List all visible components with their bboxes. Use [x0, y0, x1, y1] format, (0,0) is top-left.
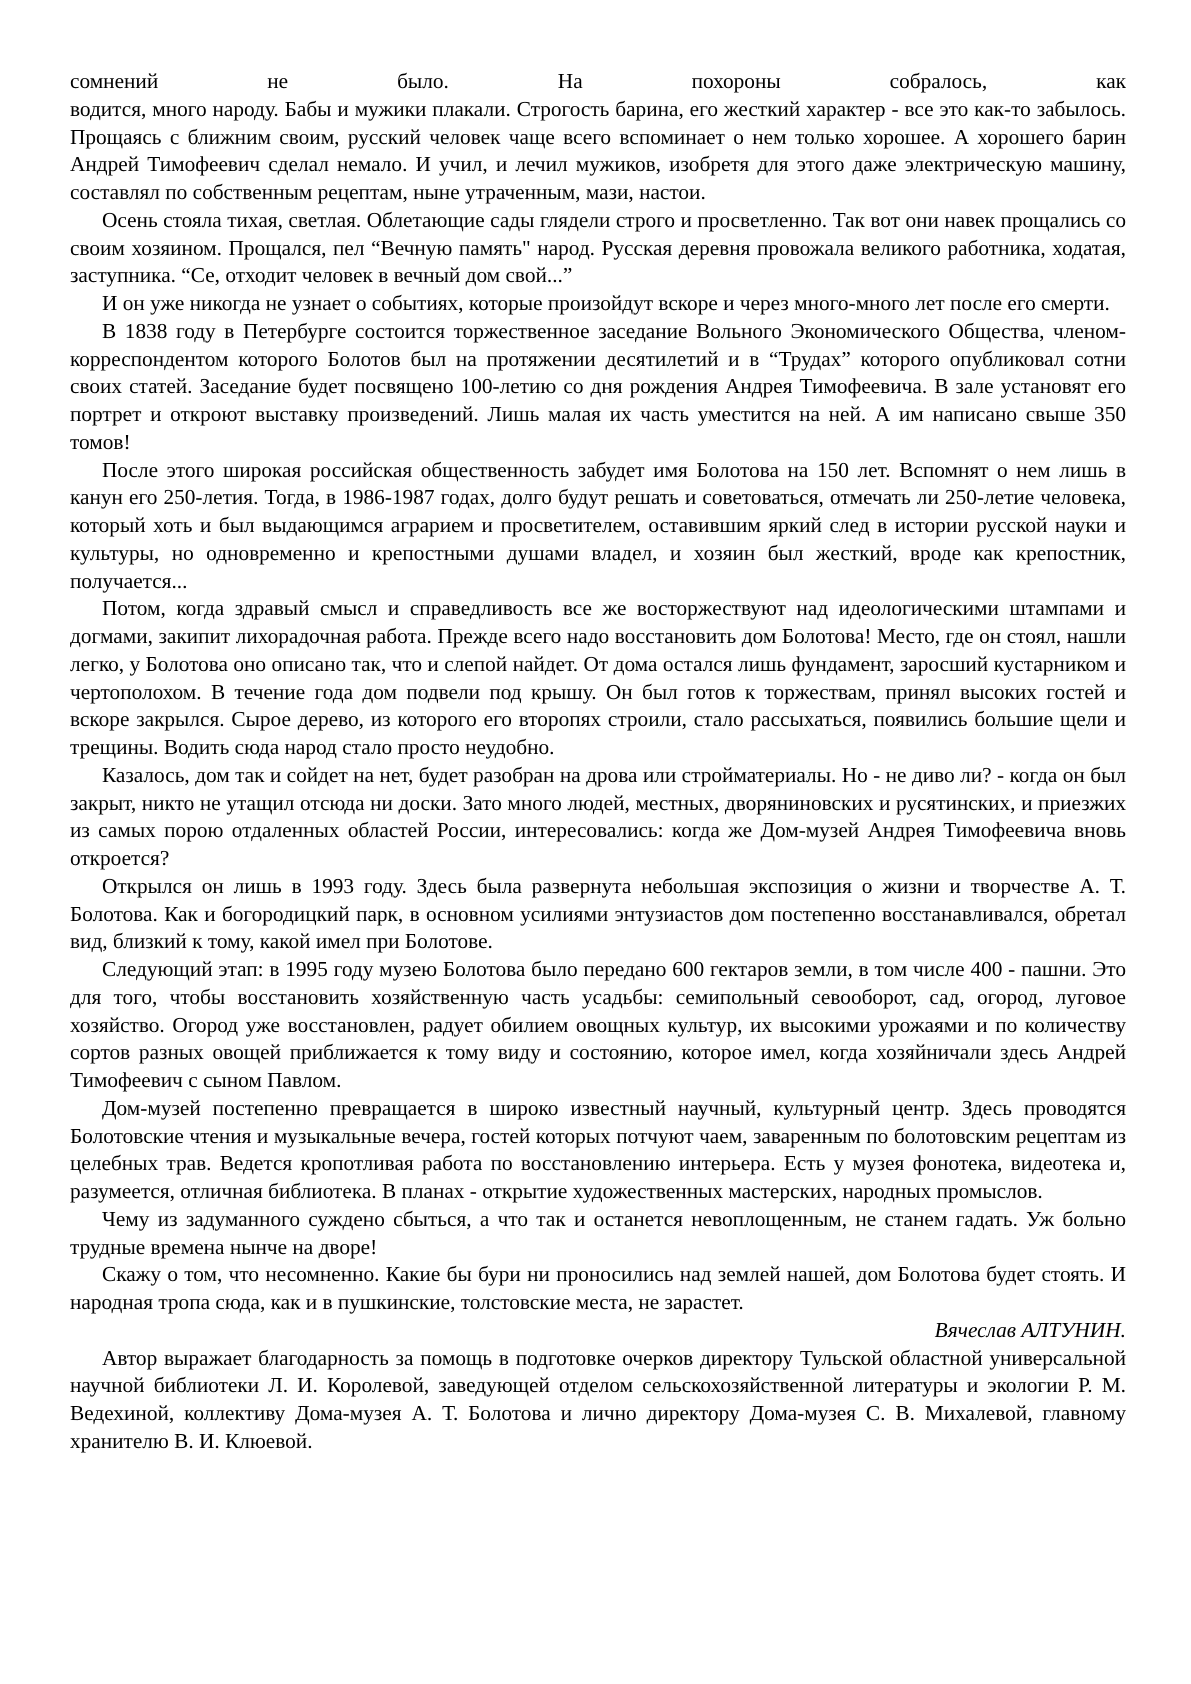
- paragraph-closed-house: Казалось, дом так и сойдет на нет, будет разобран на дрова или стройматериалы. Но - не диво ли? - когда он был закрыт, никто не утащил отсюда ни доски. Зато много людей, местных, дворяниновских и русятинских, и приезжих из самых порою отдаленных областей России, интересовались: когда же Дом-музей Андрея Тимофеевича вновь откроется?: [70, 762, 1126, 870]
- paragraph-never-know: И он уже никогда не узнает о событиях, которые произойдут вскоре и через много-много лет после его смерти.: [102, 291, 1110, 315]
- paragraph-museum-center: Дом-музей постепенно превращается в широко известный научный, культурный центр. Здесь проводятся Болотовские чтения и музыкальные вечера, гостей которых потчуют чаем, заваренным по болотовским рецептам из целебных трав. Ведется кропотливая работа по восстановлению интерьера. Есть у музея фонотека, видеотека и, разумеется, отличная библиотека. В планах - открытие художественных мастерских, народных промыслов.: [70, 1095, 1126, 1203]
- paragraph-1993: Открылся он лишь в 1993 году. Здесь была развернута небольшая экспозиция о жизни и творчестве А. Т. Болотова. Как и богородицкий парк, в основном усилиями энтузиастов дом постепенно восстанавливался, обретал вид, близкий к тому, какой имел при Болотове.: [70, 873, 1126, 954]
- paragraph-forgotten: После этого широкая российская общественность забудет имя Болотова на 150 лет. Вспомнят о нем лишь в канун его 250-летия. Тогда, в 1986-1987 годах, долго будут решать и советоваться, отмечать ли 250-летие человека, который хоть и был выдающимся аграрием и просветителем, оставившим яркий след в истории русской науки и культуры, но одновременно и крепостными душами владел, и хозяин был жесткий, вроде как крепостник, получается...: [70, 457, 1126, 593]
- acknowledgement: Автор выражает благодарность за помощь в подготовке очерков директору Тульской областной универсальной научной библиотеки Л. И. Королевой, заведующей отделом сельскохозяйственной литературы и экологии Р. М. Ведехиной, коллективу Дома-музея А. Т. Болотова и лично директору Дома-музея С. В. Михалевой, главному хранителю В. И. Клюевой.: [70, 1345, 1126, 1453]
- opening-rest: водится, много народу. Бабы и мужики плакали. Строгость барина, его жесткий характер - все это как-то забылось. Прощаясь с ближним своим, русский человек чаще всего вспоминает о нем только хорошее. А хорошего барин Андрей Тимофеевич сделал немало. И учил, и лечил мужиков, изобретя для этого даже электрическую машину, составлял по собственным рецептам, ныне утраченным, мази, настои.: [70, 96, 1126, 204]
- author-signature: Вячеслав АЛТУНИН.: [934, 1317, 1126, 1342]
- opening-paragraph: [70, 68, 1126, 207]
- paragraph-autumn: Осень стояла тихая, светлая. Облетающие сады глядели строго и просветленно. Так вот они навек прощались со своим хозяином. Прощался, пел “Вечную память" народ. Русская деревня провожала великого работника, ходатая, заступника. “Се, отходит человек в вечный дом свой...”: [70, 207, 1126, 288]
- paragraph-restoration: Потом, когда здравый смысл и справедливость все же восторжествуют над идеологическими штампами и догмами, закипит лихорадочная работа. Прежде всего надо восстановить дом Болотова! Место, где он стоял, нашли легко, у Болотова оно описано так, что и слепой найдет. От дома остался лишь фундамент, заросший кустарником и чертополохом. В течение года дом подвели под крышу. Он был готов к торжествам, принял высоких гостей и вскоре закрылся. Сырое дерево, из которого его второпях строили, стало рассыхаться, появились большие щели и трещины. Водить сюда народ стало просто неудобно.: [70, 596, 1126, 759]
- paragraph-1995: Следующий этап: в 1995 году музею Болотова было передано 600 гектаров земли, в том числе 400 - пашни. Это для того, чтобы восстановить хозяйственную часть усадьбы: семипольный севооборот, сад, огород, луговое хозяйство. Огород уже восстановлен, радует обилием овощных культур, их высокими урожаями и по количеству сортов разных овощей приближается к тому виду и состоянию, которое имел, когда хозяйничали здесь Андрей Тимофеевич с сыном Павлом.: [70, 957, 1126, 1092]
- paragraph-1838: В 1838 году в Петербурге состоится торжественное заседание Вольного Экономического Общества, членом-корреспондентом которого Болотов был на протяжении десятилетий и в “Трудах” которого опубликовал сотни своих статей. Заседание будет посвящено 100-летию со дня рождения Андрея Тимофеевича. В зале установят его портрет и откроют выставку произведений. Лишь малая их часть уместится на ней. А им написано свыше 350 томов!: [70, 318, 1126, 454]
- document-page: [70, 68, 1126, 1456]
- paragraph-closing: Скажу о том, что несомненно. Какие бы бури ни проносились над землей нашей, дом Болотова будет стоять. И народная тропа сюда, как и в пушкинские, толстовские места, не зарастет.: [70, 1262, 1126, 1314]
- opening-first-line: сомнений не было. На похороны собралось, как: [70, 69, 1126, 93]
- paragraph-future: Чему из задуманного суждено сбыться, а что так и останется невоплощенным, не станем гадать. Уж больно трудные времена нынче на дворе!: [70, 1206, 1126, 1259]
